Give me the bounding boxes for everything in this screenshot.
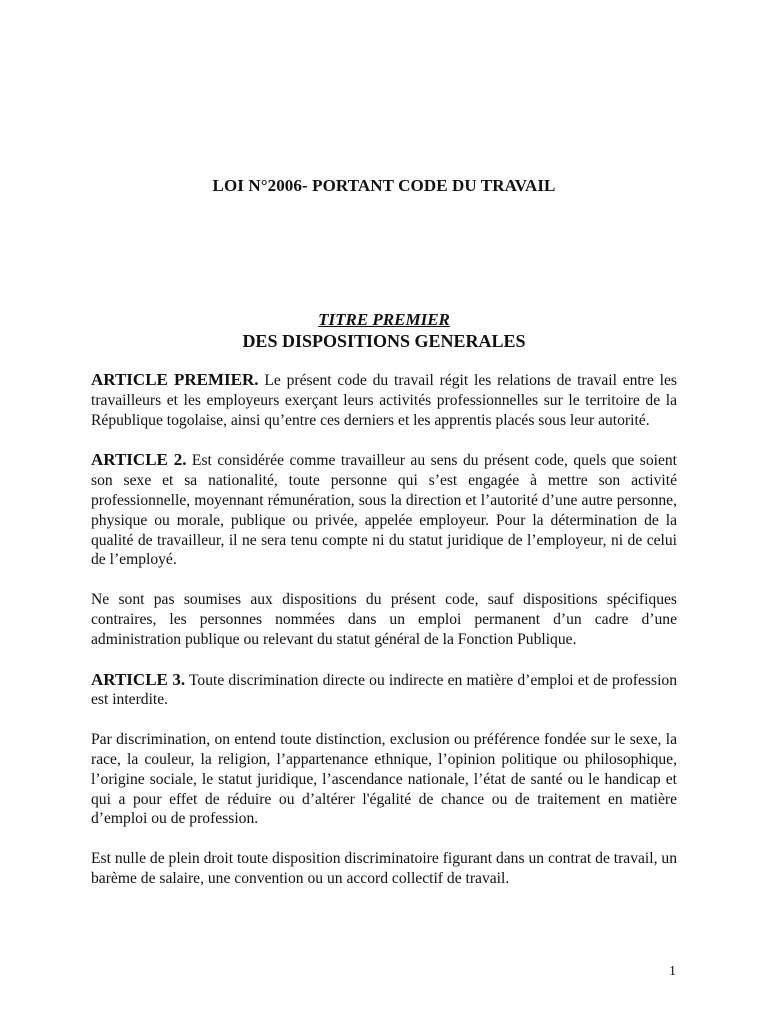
article-2-exclusion-paragraph bbox=[91, 590, 677, 649]
paragraph-text: Est considérée comme travailleur au sens du présent code, quels que soient son sexe et sa nationalité, toute personne qui s’est engagée à mettre son activité professionnelle, moyennant rémunération, sous la direction et l’autorité d’une autre personne, physique ou morale, publique ou privée, appelée employeur. Pour la détermination de la qualité de travailleur, il ne sera tenu compte ni du statut juridique de l’employeur, ni de celui de l’employé. bbox=[91, 452, 677, 569]
article-label: ARTICLE PREMIER. bbox=[91, 370, 259, 389]
paragraph-text: Est nulle de plein droit toute disposition discriminatoire figurant dans un contrat de travail, un barème de salaire, une convention ou un accord collectif de travail. bbox=[91, 850, 677, 887]
article-label: ARTICLE 3. bbox=[91, 669, 186, 689]
paragraph-text: Le présent code du travail régit les relations de travail entre les travailleurs et les employeurs exerçant leurs activités professionnelles sur le territoire de la République togolaise, ainsi qu’entre ces derniers et les apprentis placés sous leur autorité. bbox=[91, 372, 677, 429]
article-label: ARTICLE 2. bbox=[91, 450, 187, 470]
article-2-paragraph bbox=[91, 450, 677, 570]
titre-heading: TITRE PREMIER bbox=[318, 310, 450, 329]
nullity-paragraph bbox=[91, 849, 677, 889]
paragraph-text: Ne sont pas soumises aux dispositions du présent code, sauf dispositions spécifiques contraires, les personnes nommées dans un emploi permanent d’un cadre d’une administration publique ou relevant du statut général de la Fonction Publique. bbox=[91, 591, 677, 648]
paragraph-text: Par discrimination, on entend toute distinction, exclusion ou préférence fondée sur le sexe, la race, la couleur, la religion, l’appartenance ethnique, l’opinion politique ou philosophique, l’origine sociale, le statut juridique, l’ascendance nationale, l’état de santé ou le handicap et qui a pour effet de réduire ou d’altérer l'égalité de chance ou de traitement en matière d’emploi ou de profession. bbox=[91, 731, 677, 828]
article-premier-paragraph bbox=[91, 370, 677, 430]
discrimination-definition-paragraph bbox=[91, 730, 677, 829]
article-3-paragraph bbox=[91, 670, 677, 711]
law-title: LOI N°2006- PORTANT CODE DU TRAVAIL bbox=[212, 176, 556, 195]
paragraph-text: Toute discrimination directe ou indirecte en matière d’emploi et de profession est interdite. bbox=[91, 671, 677, 709]
page-number: 1 bbox=[669, 964, 676, 979]
titre-block bbox=[0, 310, 768, 352]
body-text bbox=[91, 370, 677, 909]
titre-subtitle: DES DISPOSITIONS GENERALES bbox=[242, 331, 526, 351]
